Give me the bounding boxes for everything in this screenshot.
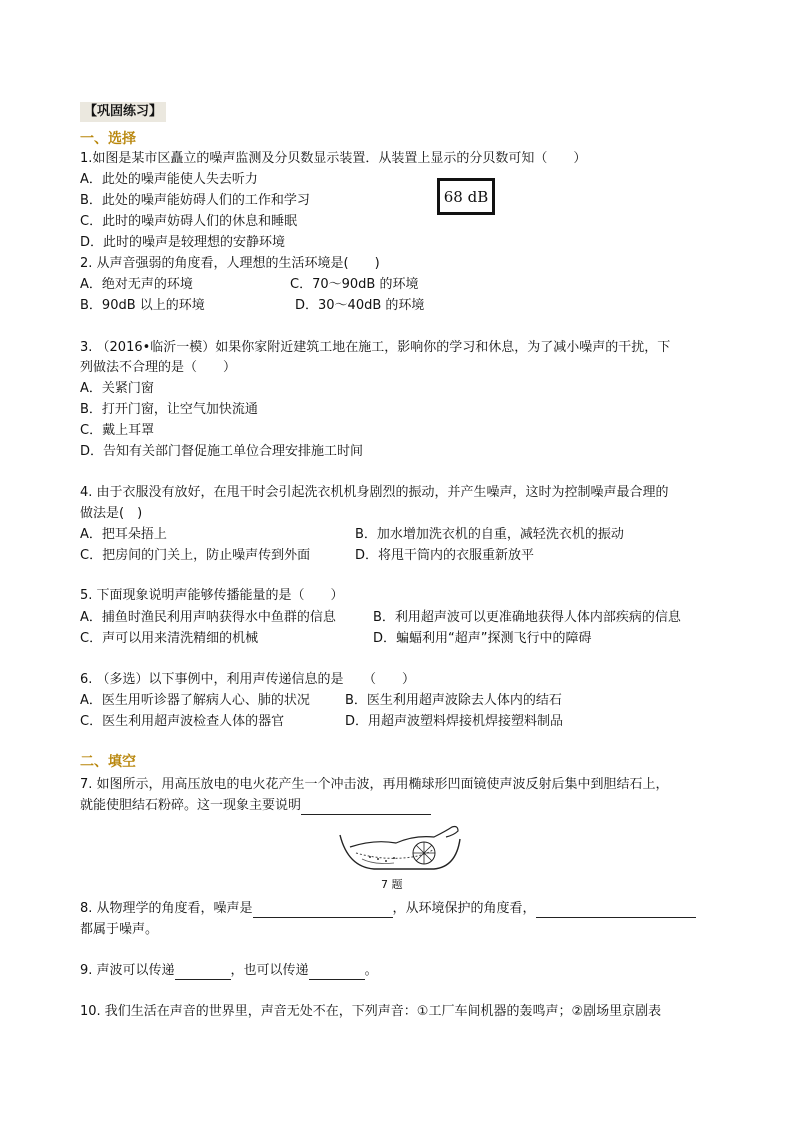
q8-answer-blank-1[interactable] bbox=[253, 903, 393, 918]
q6-option-d: D．用超声波塑料焊接机焊接塑料制品 bbox=[345, 714, 564, 729]
q5-option-b: B．利用超声波可以更准确地获得人体内部疾病的信息 bbox=[373, 610, 681, 625]
q7-stem-line2 bbox=[80, 797, 431, 815]
q1-stem: 1.如图是某市区矗立的噪声监测及分贝数显示装置．从装置上显示的分贝数可知（ ） bbox=[80, 151, 587, 166]
q2-option-b: B．90dB 以上的环境 bbox=[80, 298, 205, 313]
figure-caption: 7 题 bbox=[381, 878, 403, 891]
q1-option-b: B．此处的噪声能妨碍人们的工作和学习 bbox=[80, 193, 310, 208]
q5-option-d: D．蝙蝠利用“超声”探测飞行中的障碍 bbox=[373, 631, 592, 646]
q3-option-d: D．告知有关部门督促施工单位合理安排施工时间 bbox=[80, 444, 364, 459]
q1-option-c: C．此时的噪声妨碍人们的休息和睡眠 bbox=[80, 214, 298, 229]
q2-option-a: A．绝对无声的环境 bbox=[80, 277, 193, 292]
q3-option-b: B．打开门窗，让空气加快流通 bbox=[80, 402, 258, 417]
q9-text-3: 。 bbox=[364, 963, 378, 978]
q3-option-c: C．戴上耳罩 bbox=[80, 423, 155, 438]
q3-stem-line2: 列做法不合理的是（ ） bbox=[80, 360, 237, 375]
q8-line2: 都属于噪声。 bbox=[80, 922, 159, 937]
q2-stem: 2. 从声音强弱的角度看，人理想的生活环境是( ) bbox=[80, 256, 380, 271]
q5-option-a: A．捕鱼时渔民利用声呐获得水中鱼群的信息 bbox=[80, 610, 336, 625]
q4-option-b: B．加水增加洗衣机的自重，减轻洗衣机的振动 bbox=[355, 527, 624, 542]
exercise-header: 【巩固练习】 bbox=[80, 102, 166, 122]
q8-line1 bbox=[80, 900, 696, 918]
q6-option-c: C．医生利用超声波检查人体的器官 bbox=[80, 714, 285, 729]
lithotripsy-figure bbox=[334, 823, 464, 873]
q3-option-a: A．关紧门窗 bbox=[80, 381, 154, 396]
decibel-value: 68 dB bbox=[443, 187, 489, 206]
q4-option-d: D．将甩干筒内的衣服重新放平 bbox=[355, 548, 535, 563]
q4-stem-line1: 4. 由于衣服没有放好，在甩干时会引起洗衣机机身剧烈的振动，并产生噪声，这时为控制噪声最合理的 bbox=[80, 485, 669, 500]
q10-stem: 10. 我们生活在声音的世界里，声音无处不在，下列声音：①工厂车间机器的轰鸣声；②剧场里京剧表 bbox=[80, 1004, 662, 1019]
q5-stem: 5. 下面现象说明声能够传播能量的是（ ） bbox=[80, 588, 344, 603]
q8-text-1: 8. 从物理学的角度看，噪声是 bbox=[80, 901, 253, 916]
q9-text-2: ，也可以传递 bbox=[230, 963, 309, 978]
q9-answer-blank-2[interactable] bbox=[309, 965, 365, 980]
q8-answer-blank-2[interactable] bbox=[536, 903, 696, 918]
q2-option-c: C．70～90dB 的环境 bbox=[290, 277, 419, 292]
section-fill-title: 二、填空 bbox=[80, 754, 136, 770]
section-choice-title: 一、选择 bbox=[80, 131, 136, 147]
q4-option-c: C．把房间的门关上，防止噪声传到外面 bbox=[80, 548, 311, 563]
q2-option-d: D．30～40dB 的环境 bbox=[295, 298, 425, 313]
q5-option-c: C．声可以用来清洗精细的机械 bbox=[80, 631, 259, 646]
q9-answer-blank-1[interactable] bbox=[175, 965, 231, 980]
q4-stem-line2: 做法是( ) bbox=[80, 506, 143, 521]
q3-stem-line1: 3. （2016•临沂一模）如果你家附近建筑工地在施工，影响你的学习和休息，为了减小噪声的干扰，下 bbox=[80, 340, 671, 355]
q6-option-b: B．医生利用超声波除去人体内的结石 bbox=[345, 693, 562, 708]
decibel-display bbox=[437, 178, 495, 215]
q1-option-d: D．此时的噪声是较理想的安静环境 bbox=[80, 235, 286, 250]
q7-answer-blank[interactable] bbox=[301, 800, 431, 815]
q4-option-a: A．把耳朵捂上 bbox=[80, 527, 167, 542]
q8-text-2: ，从环境保护的角度看， bbox=[392, 901, 536, 916]
q7-stem-text: 就能使胆结石粉碎。这一现象主要说明 bbox=[80, 798, 302, 813]
q7-stem-line1: 7. 如图所示，用高压放电的电火花产生一个冲击波，再用椭球形凹面镜使声波反射后集中到胆结石上， bbox=[80, 777, 669, 792]
q6-stem: 6. （多选）以下事例中，利用声传递信息的是 （ ） bbox=[80, 672, 416, 687]
q9-text-1: 9. 声波可以传递 bbox=[80, 963, 175, 978]
q9-line bbox=[80, 962, 378, 980]
q1-option-a: A．此处的噪声能使人失去听力 bbox=[80, 172, 258, 187]
q6-option-a: A．医生用听诊器了解病人心、肺的状况 bbox=[80, 693, 310, 708]
